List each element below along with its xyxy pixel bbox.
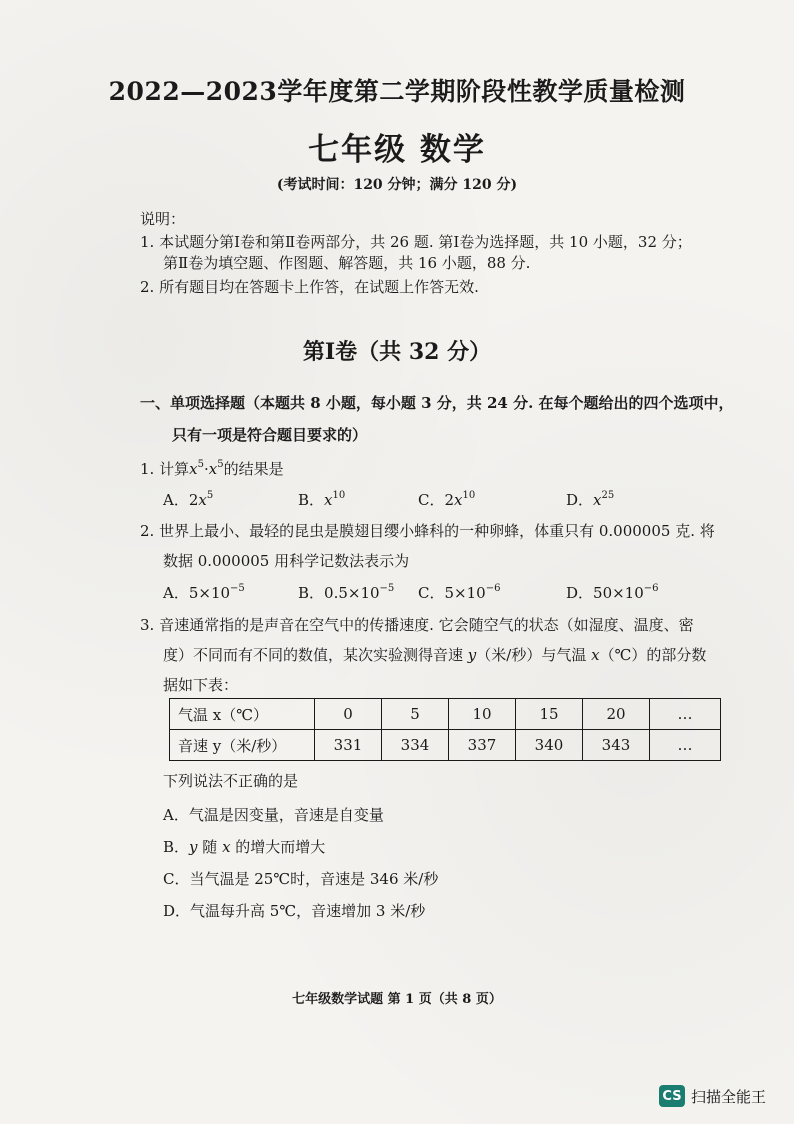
table-cell: 343 [583,730,650,761]
notes-label: 说明： [140,210,186,228]
question-3-option-a: A．气温是因变量，音速是自变量 [163,806,384,824]
table-cell: … [650,730,721,761]
note-item-1-line-2: 第Ⅱ卷为填空题、作图题、解答题，共 16 小题，88 分. [163,254,531,272]
question-1-option-a: A．$2x^5$ [163,490,214,509]
question-1-option-c: C．$2x^{10}$ [418,490,476,509]
question-2-option-c: C．$5\times 10^{-6}$ [418,583,501,602]
question-3-option-d: D．气温每升高 5℃，音速增加 3 米/秒 [163,902,426,920]
page-footer: 七年级数学试题 第 1 页（共 8 页） [292,992,502,1007]
note-item-1-line-1: 1. 本试题分第Ⅰ卷和第Ⅱ卷两部分，共 26 题. 第Ⅰ卷为选择题，共 10 小题，32 分； [140,233,692,251]
question-3-line-2: 度）不同而有不同的数值，某次实验测得音速 y（米/秒）与气温 x（℃）的部分数 [163,646,707,664]
table-cell: 0 [315,699,382,730]
note-item-2: 2. 所有题目均在答题卡上作答，在试题上作答无效. [140,278,479,296]
table-cell: 337 [449,730,516,761]
question-1-prefix: 1. 计算 [140,460,190,478]
question-2-option-b: B．$0.5\times 10^{-5}$ [298,583,395,602]
question-1-option-d: D．$x^{25}$ [566,490,615,509]
table-cell: 10 [449,699,516,730]
question-1-suffix: 的结果是 [223,460,284,478]
section-title: 第Ⅰ卷（共 32 分） [302,339,492,365]
question-2-option-a: A．$5\times 10^{-5}$ [163,583,245,602]
table-cell: 331 [315,730,382,761]
question-3-option-b: B．y 随 x 的增大而增大 [163,838,326,856]
table-cell: 15 [516,699,583,730]
exam-info: (考试时间：120 分钟；满分 120 分) [276,177,518,193]
camscanner-logo-icon: CS [659,1085,685,1107]
question-3-option-c: C．当气温是 25℃时，音速是 346 米/秒 [163,870,439,888]
exam-title: 2022—2023学年度第二学期阶段性教学质量检测 [108,77,686,106]
table-cell: 20 [583,699,650,730]
table-cell: … [650,699,721,730]
table-row [170,699,721,730]
question-3-line-3: 据如下表： [163,676,239,694]
question-2-option-d: D．$50\times 10^{-6}$ [566,583,659,602]
scanner-app-name: 扫描全能王 [691,1087,767,1106]
question-3-prompt: 下列说法不正确的是 [163,772,299,790]
table-row-header: 音速 y（米/秒） [170,730,315,761]
table-row-header: 气温 x（℃） [170,699,315,730]
scanner-watermark [659,1085,766,1107]
table-row [170,730,721,761]
question-3-data-table [169,698,721,761]
question-2-line-1: 2. 世界上最小、最轻的昆虫是膜翅目缨小蜂科的一种卵蜂，体重只有 0.000005 克. 将 [140,522,715,540]
table-cell: 5 [382,699,449,730]
part-heading-line-1: 一、单项选择题（本题共 8 小题，每小题 3 分，共 24 分. 在每个题给出的四个选项中， [140,394,734,412]
table-cell: 334 [382,730,449,761]
part-heading-line-2: 只有一项是符合题目要求的） [172,426,368,444]
question-3-line-1: 3. 音速通常指的是声音在空气中的传播速度. 它会随空气的状态（如湿度、温度、密 [140,616,694,634]
question-1-option-b: B．$x^{10}$ [298,490,346,509]
table-cell: 340 [516,730,583,761]
question-1-stem: 1. 计算$x^5\cdot x^5$的结果是 [140,459,284,478]
exam-subject: 七年级 数学 [308,132,486,168]
question-2-line-2: 数据 0.000005 用科学记数法表示为 [163,552,410,570]
